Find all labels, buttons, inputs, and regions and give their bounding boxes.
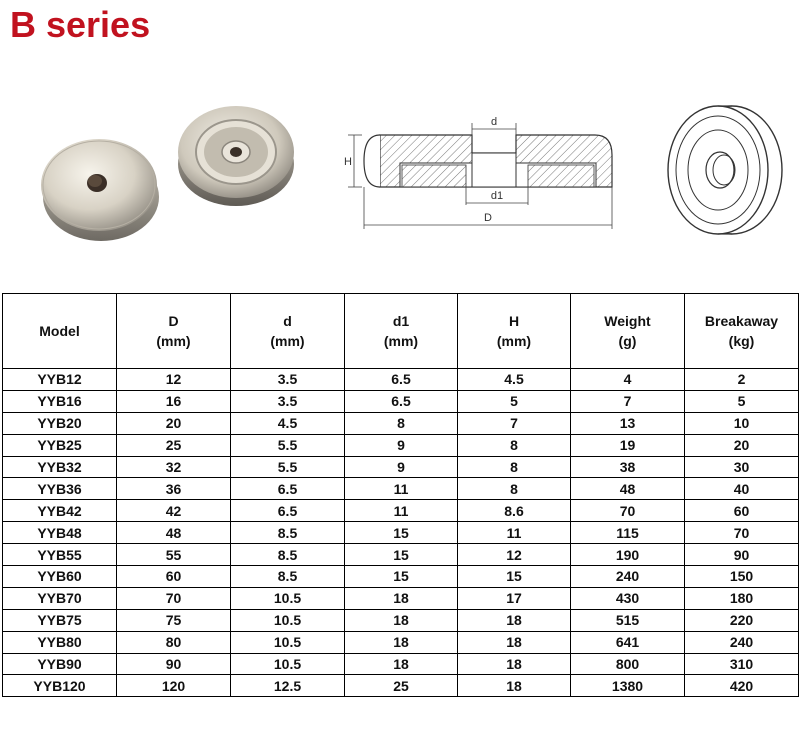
table-cell: 180	[685, 587, 799, 609]
column-header-label: H	[508, 313, 520, 329]
table-cell: 11	[458, 522, 571, 544]
table-cell: 20	[117, 412, 231, 434]
label-D: D	[484, 212, 492, 224]
table-cell: 10.5	[231, 631, 345, 653]
table-row	[3, 609, 799, 631]
page-title: B series	[10, 4, 151, 45]
table-cell: 18	[345, 609, 458, 631]
model-cell: YYB42	[3, 500, 117, 522]
table-cell: 38	[571, 456, 685, 478]
table-cell: 70	[571, 500, 685, 522]
table-cell: 8.5	[231, 544, 345, 566]
table-cell: 11	[345, 478, 458, 500]
table-cell: 150	[685, 566, 799, 588]
table-cell: 310	[685, 653, 799, 675]
table-cell: 800	[571, 653, 685, 675]
column-header-unit: (kg)	[728, 333, 755, 349]
table-cell: 115	[571, 522, 685, 544]
table-cell: 5	[458, 390, 571, 412]
table-cell: 11	[345, 500, 458, 522]
table-cell: 7	[458, 412, 571, 434]
model-cell: YYB16	[3, 390, 117, 412]
table-cell: 18	[458, 653, 571, 675]
table-cell: 20	[685, 434, 799, 456]
table-cell: 9	[345, 434, 458, 456]
column-header-label: Model	[39, 323, 80, 339]
model-cell: YYB36	[3, 478, 117, 500]
table-cell: 240	[685, 631, 799, 653]
label-H: H	[344, 156, 352, 168]
table-cell: 15	[345, 566, 458, 588]
column-header	[571, 294, 685, 369]
table-cell: 12	[458, 544, 571, 566]
table-cell: 5.5	[231, 456, 345, 478]
table-cell: 18	[458, 609, 571, 631]
table-row	[3, 478, 799, 500]
table-row	[3, 587, 799, 609]
table-cell: 220	[685, 609, 799, 631]
table-cell: 25	[117, 434, 231, 456]
magnet-line-drawing	[660, 95, 790, 245]
table-row	[3, 456, 799, 478]
model-cell: YYB25	[3, 434, 117, 456]
table-row	[3, 653, 799, 675]
table-cell: 1380	[571, 675, 685, 697]
column-header-unit: (mm)	[270, 333, 305, 349]
table-cell: 8	[345, 412, 458, 434]
table-cell: 641	[571, 631, 685, 653]
column-header-label: Weight	[604, 313, 651, 329]
table-cell: 2	[685, 369, 799, 391]
table-cell: 8.5	[231, 566, 345, 588]
table-cell: 16	[117, 390, 231, 412]
column-header-label: d	[283, 313, 292, 329]
model-cell: YYB75	[3, 609, 117, 631]
table-cell: 90	[685, 544, 799, 566]
table-cell: 4	[571, 369, 685, 391]
table-cell: 10.5	[231, 587, 345, 609]
column-header	[458, 294, 571, 369]
table-cell: 515	[571, 609, 685, 631]
cross-section-diagram	[340, 105, 630, 235]
table-cell: 5	[685, 390, 799, 412]
table-cell: 6.5	[345, 369, 458, 391]
model-cell: YYB70	[3, 587, 117, 609]
table-cell: 30	[685, 456, 799, 478]
table-row	[3, 522, 799, 544]
table-row	[3, 544, 799, 566]
table-cell: 17	[458, 587, 571, 609]
column-header-unit: (mm)	[156, 333, 191, 349]
model-cell: YYB80	[3, 631, 117, 653]
table-row	[3, 566, 799, 588]
table-cell: 8.6	[458, 500, 571, 522]
table-row	[3, 369, 799, 391]
table-row	[3, 390, 799, 412]
table-cell: 6.5	[345, 390, 458, 412]
column-header-unit: (mm)	[496, 333, 532, 349]
spec-table	[2, 293, 799, 697]
table-cell: 18	[458, 631, 571, 653]
column-header-label: D	[168, 313, 179, 329]
column-header	[345, 294, 458, 369]
table-cell: 48	[571, 478, 685, 500]
table-cell: 48	[117, 522, 231, 544]
table-cell: 19	[571, 434, 685, 456]
table-cell: 9	[345, 456, 458, 478]
table-cell: 420	[685, 675, 799, 697]
table-cell: 8.5	[231, 522, 345, 544]
table-cell: 25	[345, 675, 458, 697]
table-cell: 10.5	[231, 653, 345, 675]
model-cell: YYB90	[3, 653, 117, 675]
table-cell: 4.5	[231, 412, 345, 434]
model-cell: YYB32	[3, 456, 117, 478]
table-cell: 40	[685, 478, 799, 500]
table-cell: 70	[117, 587, 231, 609]
table-cell: 36	[117, 478, 231, 500]
table-cell: 4.5	[458, 369, 571, 391]
table-cell: 90	[117, 653, 231, 675]
table-cell: 5.5	[231, 434, 345, 456]
magnet-top-photo	[35, 125, 165, 250]
table-cell: 120	[117, 675, 231, 697]
table-cell: 6.5	[231, 478, 345, 500]
table-cell: 13	[571, 412, 685, 434]
table-cell: 80	[117, 631, 231, 653]
table-row	[3, 434, 799, 456]
table-row	[3, 675, 799, 697]
table-cell: 3.5	[231, 390, 345, 412]
table-cell: 70	[685, 522, 799, 544]
table-cell: 430	[571, 587, 685, 609]
column-header-label: d1	[392, 313, 410, 329]
table-cell: 18	[458, 675, 571, 697]
column-header-unit: (g)	[618, 333, 637, 349]
label-d: d	[490, 116, 498, 128]
table-cell: 18	[345, 653, 458, 675]
table-cell: 12	[117, 369, 231, 391]
table-cell: 60	[685, 500, 799, 522]
table-row	[3, 412, 799, 434]
table-cell: 8	[458, 434, 571, 456]
table-cell: 7	[571, 390, 685, 412]
model-cell: YYB55	[3, 544, 117, 566]
table-cell: 60	[117, 566, 231, 588]
table-cell: 6.5	[231, 500, 345, 522]
table-cell: 10.5	[231, 609, 345, 631]
model-cell: YYB120	[3, 675, 117, 697]
table-cell: 18	[345, 631, 458, 653]
table-row	[3, 631, 799, 653]
table-cell: 75	[117, 609, 231, 631]
magnet-bottom-photo	[172, 96, 302, 214]
table-cell: 3.5	[231, 369, 345, 391]
table-cell: 32	[117, 456, 231, 478]
table-cell: 240	[571, 566, 685, 588]
table-header-row	[3, 294, 799, 369]
model-cell: YYB12	[3, 369, 117, 391]
table-cell: 10	[685, 412, 799, 434]
column-header	[685, 294, 799, 369]
column-header-unit: (mm)	[383, 333, 419, 349]
table-cell: 42	[117, 500, 231, 522]
model-cell: YYB60	[3, 566, 117, 588]
table-cell: 18	[345, 587, 458, 609]
table-row	[3, 500, 799, 522]
column-header	[117, 294, 231, 369]
table-cell: 8	[458, 456, 571, 478]
table-cell: 190	[571, 544, 685, 566]
label-d1: d1	[490, 190, 504, 202]
model-cell: YYB48	[3, 522, 117, 544]
column-header	[3, 294, 117, 369]
column-header	[231, 294, 345, 369]
column-header-label: Breakaway	[704, 313, 779, 329]
table-cell: 15	[345, 522, 458, 544]
table-cell: 55	[117, 544, 231, 566]
table-cell: 15	[458, 566, 571, 588]
table-cell: 12.5	[231, 675, 345, 697]
model-cell: YYB20	[3, 412, 117, 434]
table-cell: 15	[345, 544, 458, 566]
table-cell: 8	[458, 478, 571, 500]
